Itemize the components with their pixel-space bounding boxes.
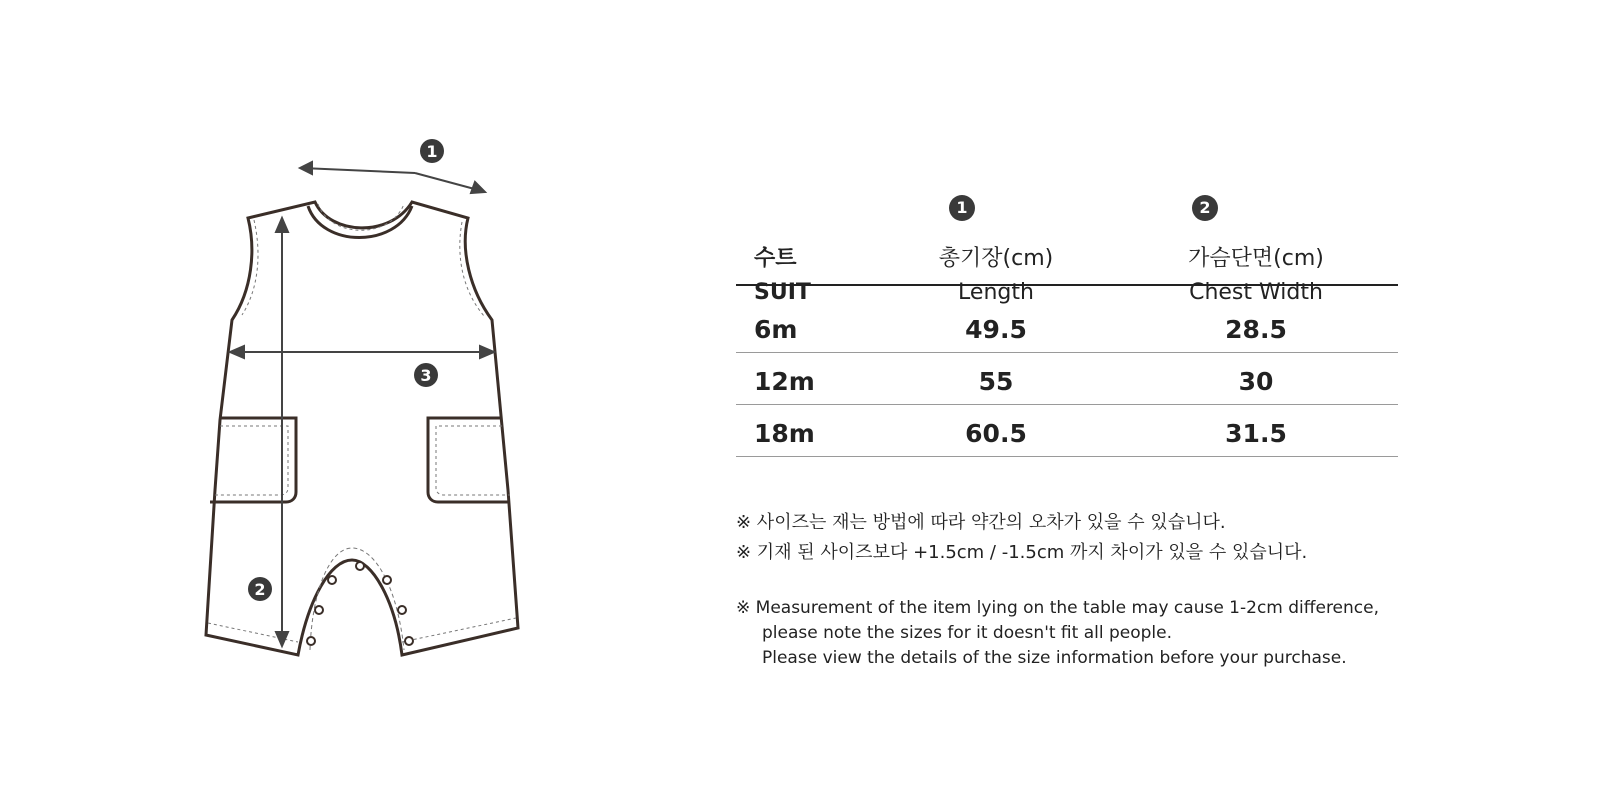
chest-cell: 28.5 (1225, 315, 1287, 344)
size-notes (736, 508, 1416, 671)
measure-arrow-1 (300, 162, 485, 193)
chest-cell: 30 (1238, 367, 1274, 396)
size-cell: 12m (754, 367, 815, 396)
svg-text:1: 1 (426, 142, 438, 161)
measure-badge-3 (414, 363, 438, 387)
note-en (736, 596, 1416, 671)
length-cell: 49.5 (965, 315, 1027, 344)
svg-text:2: 2 (254, 580, 266, 599)
size-header-ko: 수트 (754, 246, 797, 271)
length-cell: 55 (978, 367, 1014, 396)
table-row (736, 286, 1398, 353)
length-badge: 1 (949, 195, 975, 221)
svg-text:3: 3 (420, 366, 432, 385)
table-row (736, 405, 1398, 457)
measure-arrow-3 (230, 346, 494, 358)
note-en-2: please note the sizes for it doesn't fit all people. (762, 623, 1173, 643)
size-table (736, 192, 1398, 457)
romper-diagram (190, 130, 530, 690)
table-header (736, 192, 1398, 305)
chest-badge: 2 (1192, 195, 1218, 221)
size-cell: 18m (754, 419, 815, 448)
length-header-ko: 총기장(cm) (938, 246, 1054, 271)
chest-header-en: Chest Width (1189, 280, 1323, 305)
measure-arrow-2 (276, 218, 288, 646)
length-header-en: Length (958, 280, 1034, 305)
measure-badge-1 (420, 139, 444, 163)
note-en-1: ※ Measurement of the item lying on the table may cause 1-2cm difference, (736, 598, 1380, 618)
chest-header-ko: 가슴단면(cm) (1188, 246, 1324, 271)
length-cell: 60.5 (965, 419, 1027, 448)
table-row (736, 353, 1398, 405)
size-cell: 6m (754, 315, 798, 344)
size-header-en: SUIT (754, 280, 811, 305)
note-en-3: Please view the details of the size information before your purchase. (762, 648, 1347, 668)
note-ko-1: ※ 사이즈는 재는 방법에 따라 약간의 오차가 있을 수 있습니다. (736, 512, 1226, 533)
note-ko-2: ※ 기재 된 사이즈보다 +1.5cm / -1.5cm 까지 차이가 있을 수 있습니다. (736, 542, 1308, 563)
chest-cell: 31.5 (1225, 419, 1287, 448)
measure-badge-2 (248, 577, 272, 601)
